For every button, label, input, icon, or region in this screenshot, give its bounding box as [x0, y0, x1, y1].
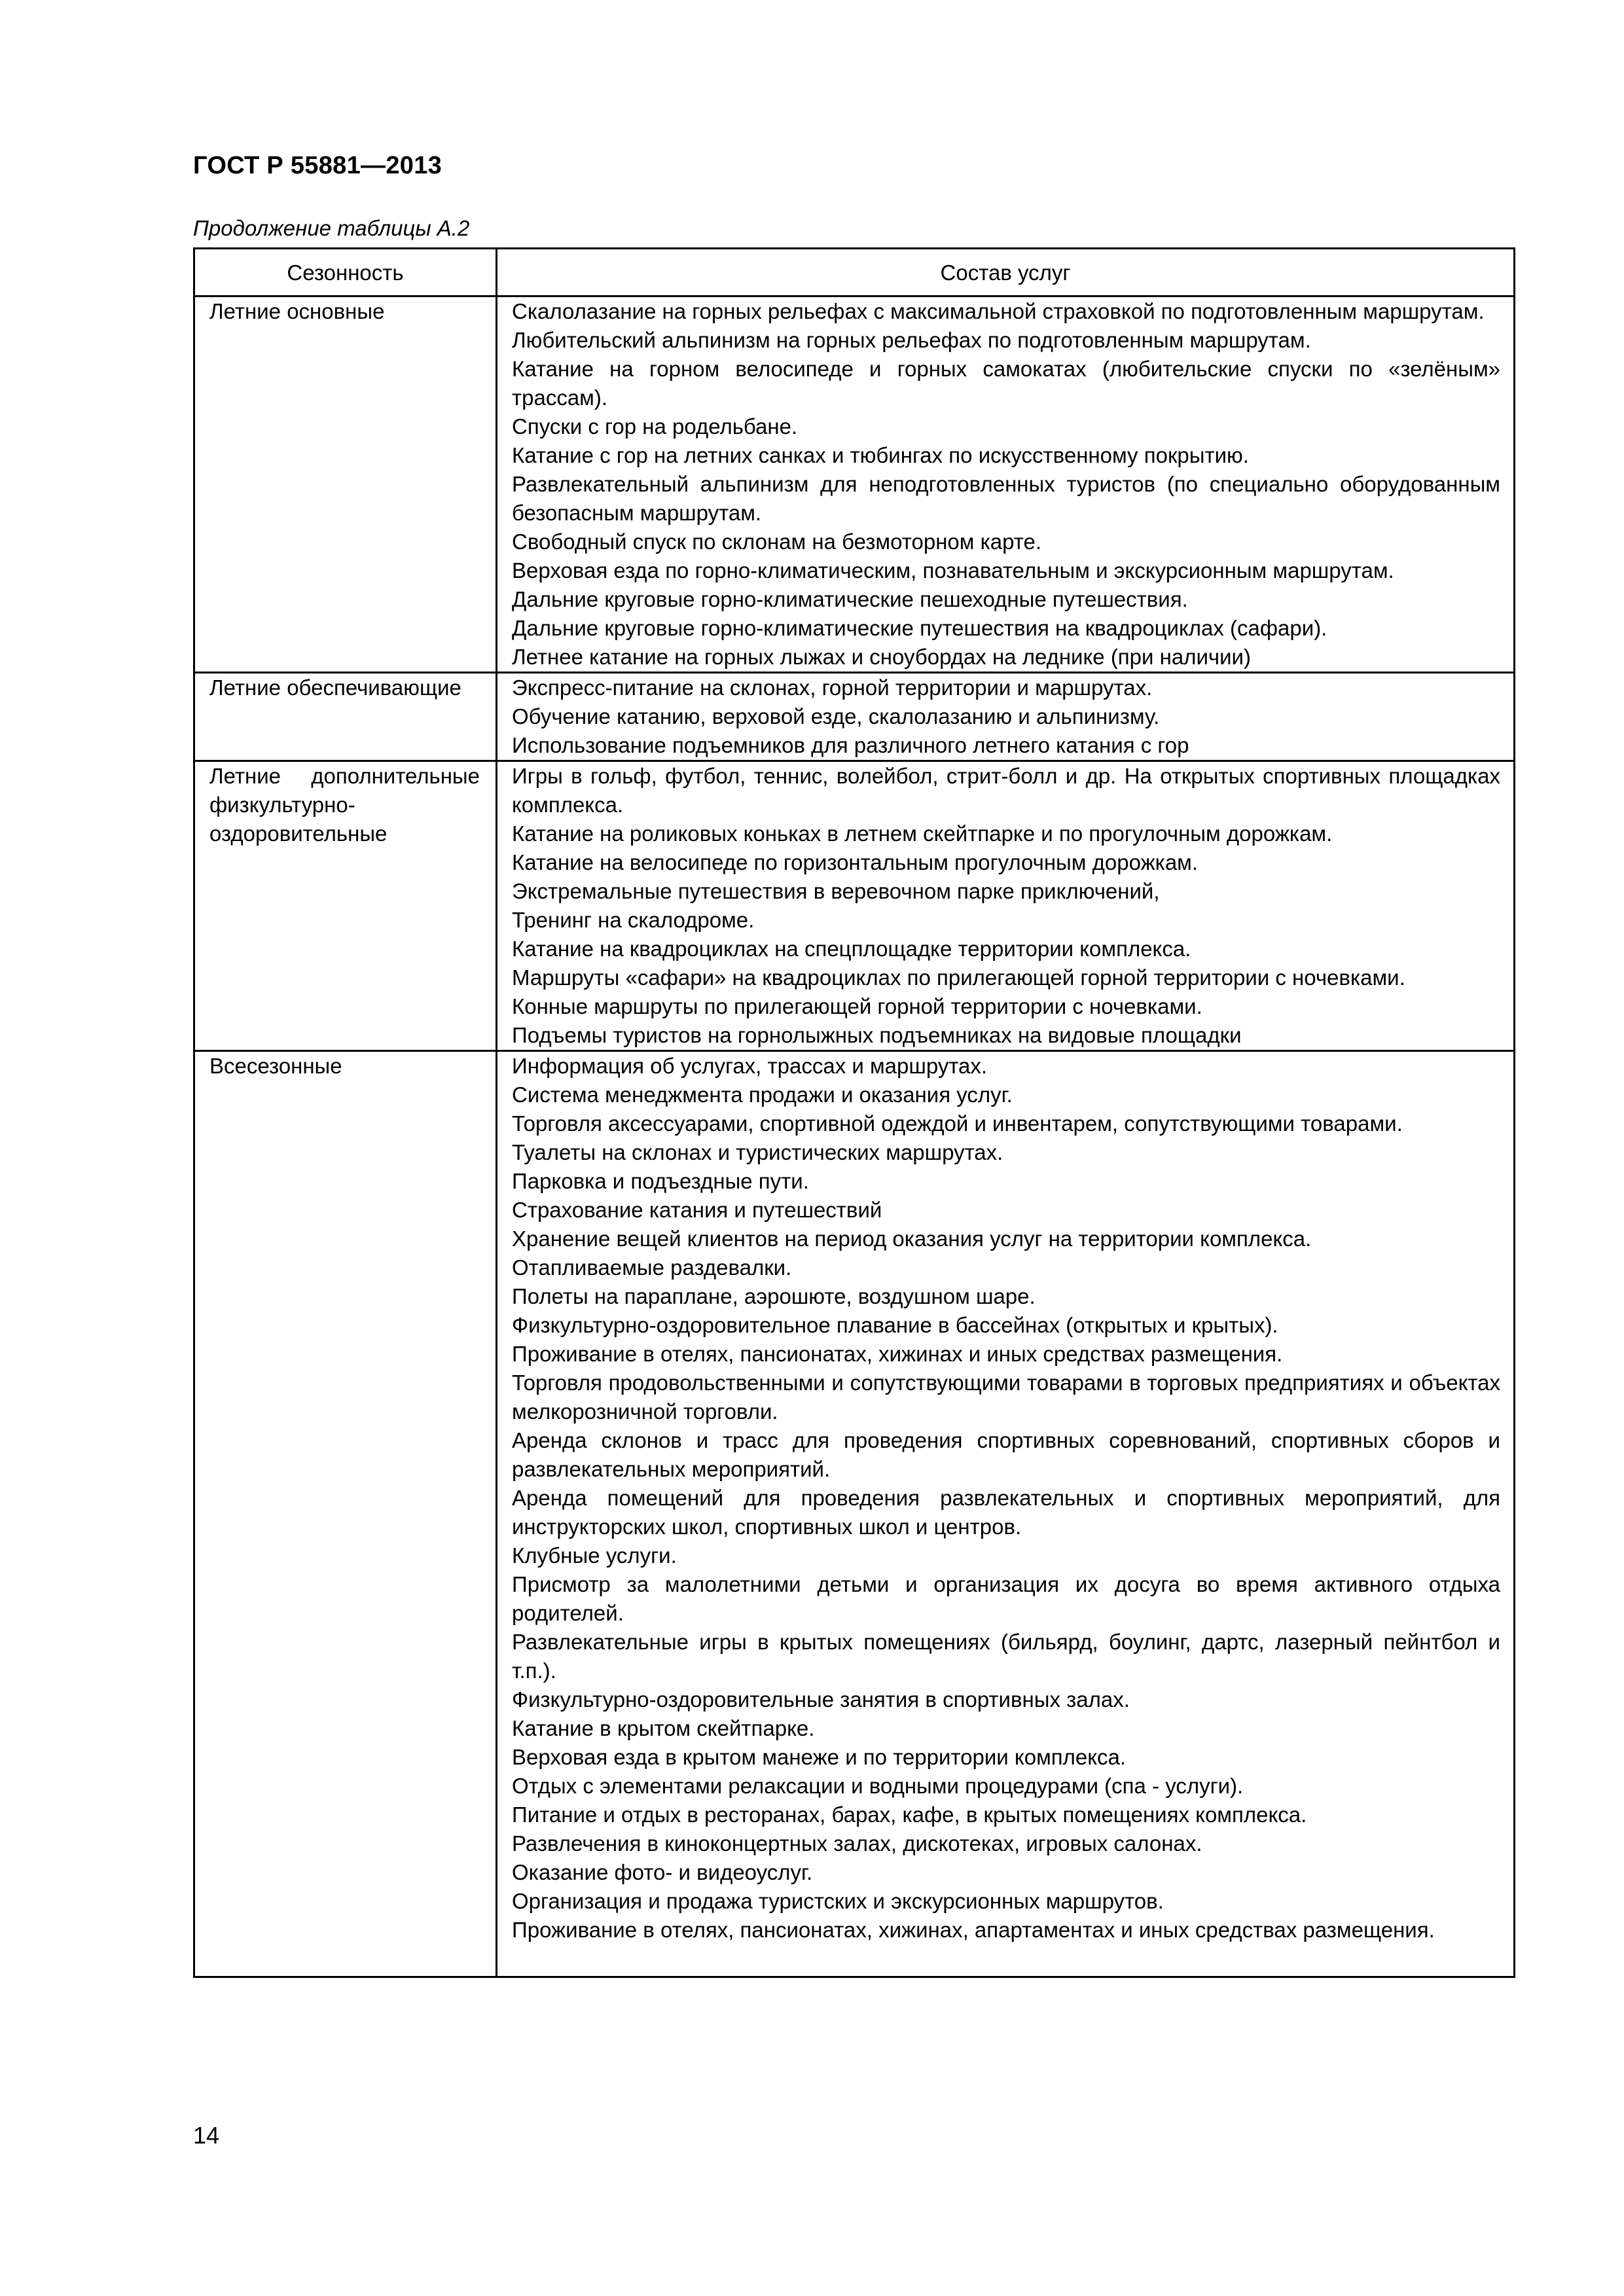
service-item: Система менеджмента продажи и оказания услуг.: [512, 1083, 1013, 1107]
service-item: Конные маршруты по прилегающей горной территории с ночевками.: [512, 994, 1202, 1018]
document-code: ГОСТ Р 55881—2013: [193, 152, 442, 179]
service-item: Присмотр за малолетними детьми и организация их досуга во время активного отдыха родителей.: [512, 1572, 1500, 1625]
service-item: Аренда склонов и трасс для проведения спортивных соревнований, спортивных сборов и развлекательных мероприятий.: [512, 1428, 1500, 1481]
service-item: Развлекательный альпинизм для неподготовленных туристов (по специально оборудованным безопасным маршрутам.: [512, 472, 1500, 525]
service-item: Катание на велосипеде по горизонтальным прогулочным дорожкам.: [512, 850, 1199, 874]
column-header-services: Состав услуг: [497, 249, 1515, 296]
service-item: Скалолазание на горных рельефах с максимальной страховкой по подготовленным маршрутам.: [512, 299, 1485, 323]
service-item: Организация и продажа туристских и экскурсионных маршрутов.: [512, 1889, 1164, 1913]
service-item: Информация об услугах, трассах и маршрутах.: [512, 1054, 988, 1078]
service-item: Проживание в отелях, пансионатах, хижинах, апартаментах и иных средствах размещения.: [512, 1918, 1435, 1942]
service-item: Катание с гор на летних санках и тюбингах по искусственному покрытию.: [512, 443, 1249, 467]
service-item: Дальние круговые горно-климатические пешеходные путешествия.: [512, 587, 1188, 611]
table-row: [194, 673, 1515, 761]
table-row: [194, 296, 1515, 673]
service-item: Маршруты «сафари» на квадроциклах по прилегающей горной территории с ночевками.: [512, 965, 1405, 990]
service-item: Спуски с гор на родельбане.: [512, 414, 798, 439]
column-header-season: Сезонность: [194, 249, 497, 296]
service-item: Развлекательные игры в крытых помещениях (бильярд, боулинг, дартс, лазерный пейнтбол и т.п.).: [512, 1630, 1500, 1683]
service-item: Физкультурно-оздоровительное плавание в бассейнах (открытых и крытых).: [512, 1313, 1278, 1337]
service-item: Тренинг на скалодроме.: [512, 908, 755, 932]
services-cell: [497, 761, 1515, 1051]
table-header-row: [194, 249, 1515, 296]
service-item: Экспресс-питание на склонах, горной территории и маршрутах.: [512, 675, 1153, 700]
table-row: [194, 1051, 1515, 1977]
service-item: Проживание в отелях, пансионатах, хижинах и иных средствах размещения.: [512, 1342, 1283, 1366]
service-item: Отапливаемые раздевалки.: [512, 1255, 792, 1280]
service-item: Торговля аксессуарами, спортивной одеждой и инвентарем, сопутствующими товарами.: [512, 1111, 1403, 1136]
service-item: Летнее катание на горных лыжах и сноубордах на леднике (при наличии): [512, 645, 1251, 669]
service-item: Физкультурно-оздоровительные занятия в спортивных залах.: [512, 1687, 1130, 1712]
service-item: Туалеты на склонах и туристических маршрутах.: [512, 1140, 1003, 1164]
service-item: Парковка и подъездные пути.: [512, 1169, 809, 1193]
service-item: Игры в гольф, футбол, теннис, волейбол, стрит-болл и др. На открытых спортивных площадках комплекса.: [512, 764, 1500, 817]
service-item: Оказание фото- и видеоуслуг.: [512, 1860, 813, 1884]
service-item: Катание на горном велосипеде и горных самокатах (любительские спуски по «зелёным» трассам).: [512, 357, 1500, 410]
service-item: Катание на роликовых коньках в летнем скейтпарке и по прогулочным дорожкам.: [512, 821, 1333, 846]
service-item: Дальние круговые горно-климатические путешествия на квадроциклах (сафари).: [512, 616, 1327, 640]
service-item: Подъемы туристов на горнолыжных подъемниках на видовые площадки: [512, 1023, 1242, 1047]
season-cell: Летние обеспечивающие: [194, 673, 497, 761]
service-item: Любительский альпинизм на горных рельефах по подготовленным маршрутам.: [512, 328, 1311, 352]
service-item: Развлечения в киноконцертных залах, дискотеках, игровых салонах.: [512, 1831, 1202, 1856]
service-item: Катание в крытом скейтпарке.: [512, 1716, 815, 1740]
service-item: Использование подъемников для различного летнего катания с гор: [512, 733, 1189, 757]
service-item: Аренда помещений для проведения развлекательных и спортивных мероприятий, для инструкторских школ, спортивных школ и центров.: [512, 1486, 1500, 1539]
service-item: Верховая езда в крытом манеже и по территории комплекса.: [512, 1745, 1127, 1769]
season-cell: Летние основные: [194, 296, 497, 673]
services-table: [193, 247, 1515, 1978]
service-item: Верховая езда по горно-климатическим, познавательным и экскурсионным маршрутам.: [512, 558, 1394, 583]
table-row: [194, 761, 1515, 1051]
services-cell: [497, 673, 1515, 761]
service-item: Полеты на параплане, аэрошюте, воздушном шаре.: [512, 1284, 1036, 1308]
page-number: 14: [193, 2122, 220, 2149]
service-item: Клубные услуги.: [512, 1543, 677, 1568]
service-item: Питание и отдых в ресторанах, барах, кафе, в крытых помещениях комплекса.: [512, 1803, 1307, 1827]
service-item: Торговля продовольственными и сопутствующими товарами в торговых предприятиях и объектах мелкорозничной торговли.: [512, 1371, 1500, 1424]
table-caption: Продолжение таблицы А.2: [193, 216, 470, 240]
services-cell: [497, 1051, 1515, 1977]
service-item: Страхование катания и путешествий: [512, 1198, 882, 1222]
season-cell: Всесезонные: [194, 1051, 497, 1977]
service-item: Отдых с элементами релаксации и водными процедурами (спа - услуги).: [512, 1774, 1244, 1798]
service-item: Хранение вещей клиентов на период оказания услуг на территории комплекса.: [512, 1227, 1312, 1251]
services-cell: [497, 296, 1515, 673]
service-item: Катание на квадроциклах на спецплощадке территории комплекса.: [512, 937, 1191, 961]
service-item: Обучение катанию, верховой езде, скалолазанию и альпинизму.: [512, 704, 1160, 728]
season-cell: Летние дополнительные физкультурно-оздоровительные: [194, 761, 497, 1051]
service-item: Свободный спуск по склонам на безмоторном карте.: [512, 529, 1042, 554]
service-item: Экстремальные путешествия в веревочном парке приключений,: [512, 879, 1160, 903]
